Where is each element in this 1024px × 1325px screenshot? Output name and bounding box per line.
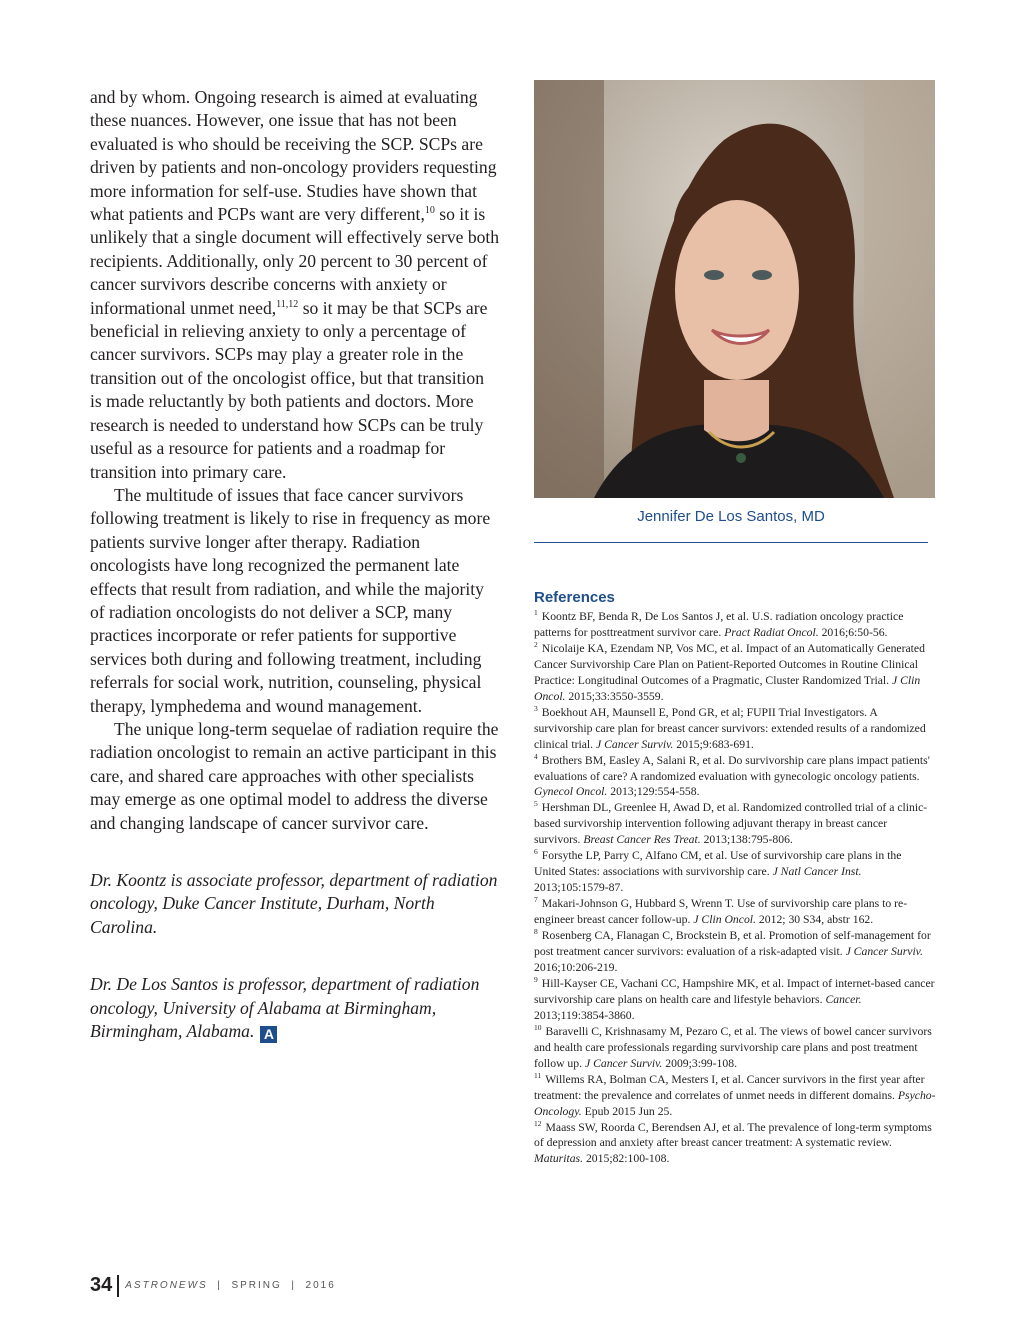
reference-number: 10 [534,1022,542,1032]
author-bio-koontz: Dr. Koontz is associate professor, department of radiation oncology, Duke Cancer Institute, Durham, North Carolina. [90,870,498,937]
issue-year: 2016 [305,1280,336,1291]
reference-citation: 2015;82:100-108. [583,1152,670,1166]
reference-journal: Gynecol Oncol. [534,785,608,799]
reference-citation: 2015;33:3550-3559. [565,689,664,703]
reference-journal: J Cancer Surviv. [595,737,674,751]
reference-citation: 2012; 30 S34, abstr 162. [755,913,874,927]
reference-item [534,705,936,753]
photo-caption: Jennifer De Los Santos, MD [637,508,825,525]
reference-citation: 2013;129:554-558. [607,785,700,799]
reference-journal: Breast Cancer Res Treat. [583,833,701,847]
reference-journal: Psycho-Oncology. [534,1088,936,1118]
reference-item [534,848,936,896]
reference-text: Baravelli C, Krishnasamy M, Pezaro C, et al. The views of bowel cancer survivors and health care professionals regarding survivorship care plans and post treatment follow up. [534,1024,932,1070]
reference-number: 4 [534,751,538,761]
page-footer [90,1274,336,1297]
reference-text: Koontz BF, Benda R, De Los Santos J, et al. U.S. radiation oncology practice patterns for posttreatment survivor care. [534,610,904,639]
reference-number: 9 [534,974,538,984]
reference-item [534,1072,936,1120]
reference-item [534,1024,936,1072]
issue-season: SPRING [231,1280,282,1291]
reference-item [534,800,936,848]
body-paragraph-3: The unique long-term sequelae of radiation require the radiation oncologist to remain an active participant in this care, and shared care approaches with other specialists may emerge as one optimal model to address the diverse and changing landscape of cancer survivor care. [90,718,499,833]
reference-citation: 2013;105:1579-87. [534,881,624,895]
reference-text: Makari-Johnson G, Hubbard S, Wrenn T. Use of survivorship care plans to re-engineer breast cancer follow-up. [534,897,908,927]
reference-citation: 2013;119:3854-3860. [534,1008,635,1022]
reference-citation: 2015;9:683-691. [673,737,754,751]
caption-divider [534,542,928,543]
reference-item [534,609,936,641]
author-portrait [534,80,935,498]
reference-number: 6 [534,847,538,857]
reference-text: Maass SW, Roorda C, Berendsen AJ, et al. The prevalence of long-term symptoms of depression and anxiety after breast cancer treatment: A systematic review. [534,1120,932,1150]
reference-item [534,1120,936,1168]
reference-number: 7 [534,895,538,905]
reference-journal: J Cancer Surviv. [584,1056,663,1070]
end-mark-icon: A [260,1026,277,1043]
reference-number: 8 [534,927,538,937]
reference-item [534,896,936,928]
reference-number: 12 [534,1118,542,1128]
reference-item [534,753,936,801]
references-section [534,589,936,1167]
reference-text: Hill-Kayser CE, Vachani CC, Hampshire MK, et al. Impact of internet-based cancer survivorship care plans on health care and lifestyle behaviors. [534,976,935,1006]
reference-text: Hershman DL, Greenlee H, Awad D, et al. Randomized controlled trial of a clinic-based survivorship intervention following adjuvant therapy in breast cancer survivors. [534,801,928,847]
reference-citation: 2013;138:795-806. [700,833,793,847]
publication-name: ASTRONEWS [125,1280,208,1291]
reference-number: 2 [534,639,538,649]
reference-number: 3 [534,703,538,713]
article-body [90,86,500,1043]
reference-citation: Epub 2015 Jun 25. [581,1104,673,1118]
reference-journal: J Clin Oncol. [693,913,756,927]
reference-text: Willems RA, Bolman CA, Mesters I, et al. Cancer survivors in the first year after treatment: the prevalence and correlates of unmet needs in different domains. [534,1072,925,1102]
reference-journal: J Cancer Surviv. [845,945,923,959]
reference-journal: Pract Radiat Oncol. [724,625,819,639]
reference-citation: 2016;10:206-219. [534,960,618,974]
footer-sep-2: | [291,1280,296,1291]
reference-item [534,928,936,976]
reference-number: 1 [534,608,538,617]
reference-citation: 2016;6:50-56. [818,625,888,639]
footer-sep-1: | [217,1280,222,1291]
reference-number: 5 [534,799,538,809]
reference-journal: J Clin Oncol. [534,673,921,703]
reference-item [534,976,936,1024]
page-number: 34 [90,1274,113,1296]
reference-citation: 2009;3:99-108. [662,1056,737,1070]
reference-journal: Cancer. [825,992,862,1006]
reference-journal: J Natl Cancer Inst. [772,865,862,879]
reference-text: Brothers BM, Easley A, Salani R, et al. Do survivorship care plans impact patients' evaluations of care? A randomized evaluation with gynecologic oncology patients. [534,753,930,783]
body-paragraph-2: The multitude of issues that face cancer survivors following treatment is likely to rise in frequency as more patients survive longer after therapy. Radiation oncologists have long recognized the permanent late effects that result from radiation, and while the majority of radiation oncologists do not deliver a SCP, many practices incorporate or refer patients for supportive services both during and following treatment, including referrals for social work, nutrition, counseling, physical therapy, lymphedema and wound management. [90,484,491,716]
reference-text: Boekhout AH, Maunsell E, Pond GR, et al; FUPII Trial Investigators. A survivorship care plan for breast cancer survivors: extended results of a randomized clinical trial. [534,705,926,751]
footer-divider [117,1275,119,1297]
references-heading: References [534,589,615,606]
citation-11-12: 11,12 [276,298,299,310]
references-list [534,609,936,1167]
portrait-illustration [534,80,935,498]
citation-10: 10 [424,205,435,217]
reference-item [534,641,936,705]
publication-line [125,1280,336,1291]
reference-text: Rosenberg CA, Flanagan C, Brockstein B, et al. Promotion of self-management for post treatment cancer survivors: evaluation of a risk-adapted visit. [534,929,931,959]
reference-number: 11 [534,1070,542,1080]
reference-text: Nicolaije KA, Ezendam NP, Vos MC, et al. Impact of an Automatically Generated Cancer Survivorship Care Plan on Patient-Reported Outcomes in Routine Clinical Practice: Longitudinal Outcomes of a Pragmatic, Cluster Randomized Trial. [534,641,925,687]
reference-journal: Maturitas. [534,1152,584,1166]
author-bio-de-los-santos: Dr. De Los Santos is professor, department of radiation oncology, University of Alabama at Birmingham, Birmingham, Alabama. A [90,974,480,1043]
reference-text: Forsythe LP, Parry C, Alfano CM, et al. Use of survivorship care plans in the United States: associations with survivorship care. [534,849,902,879]
body-paragraph-1: and by whom. Ongoing research is aimed at evaluating these nuances. However, one issue that has not been evaluated is who should be receiving the SCP. SCPs are driven by patients and non-oncology providers requesting more information for self-use. Studies have shown that what patients and PCPs want are very different,$^{10}$ so it is unlikely that a single document will effectively serve both recipients. Additionally, only 20 percent to 30 percent of cancer survivors describe concerns with anxiety or informational unmet need,$^{11,12}$ so it may be that SCPs are beneficial in relieving anxiety to only a percentage of cancer survivors. SCPs may play a greater role in the transition out of the oncologist office, but that transition is made reluctantly by both patients and doctors. More research is needed to understand how SCPs can be truly useful as a resource for patients and a roadmap for transition into primary care. [90,87,500,482]
